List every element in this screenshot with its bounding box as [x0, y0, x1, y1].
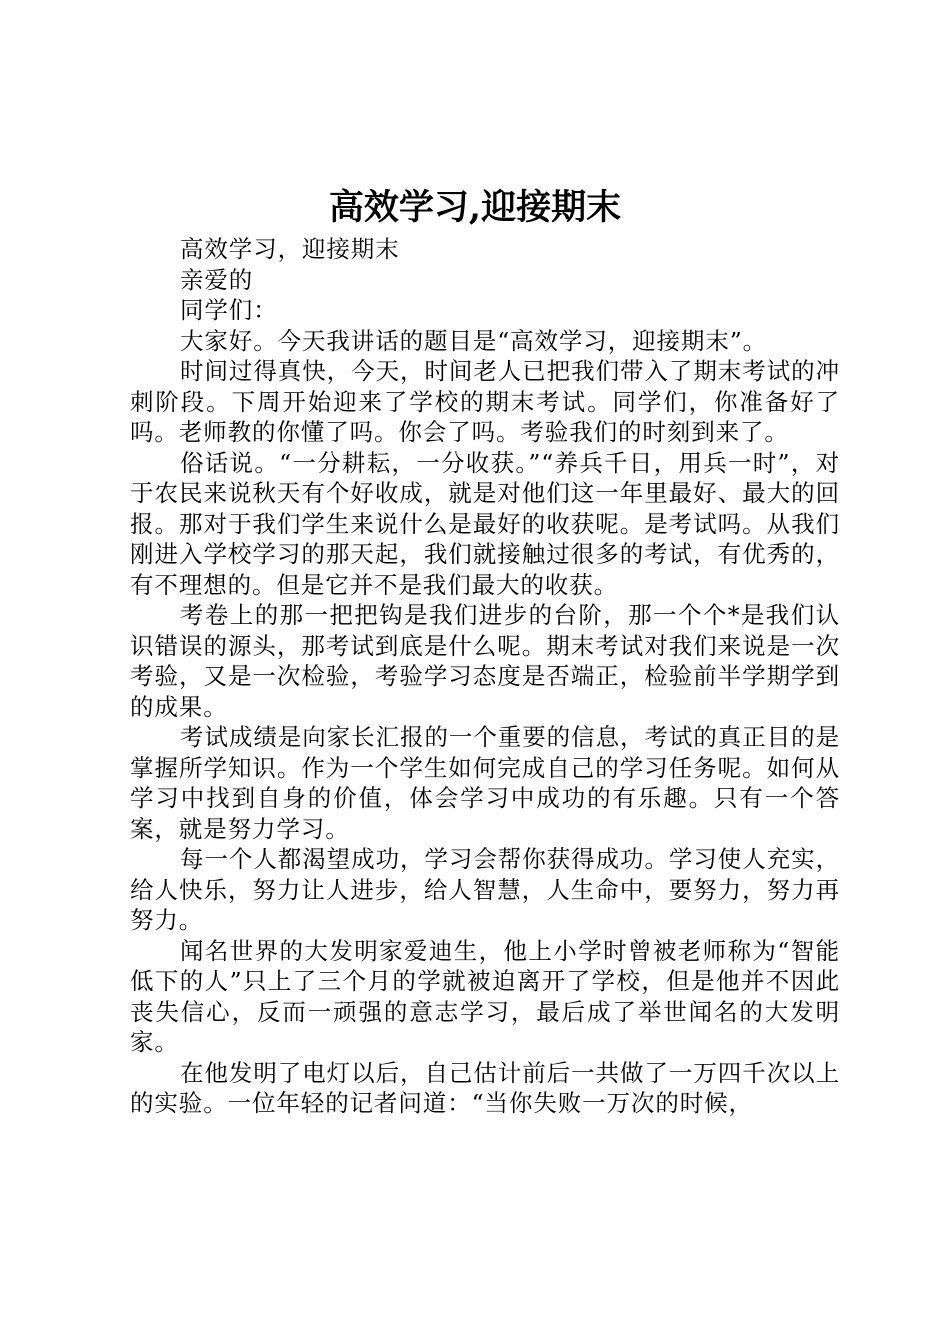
paragraph: 考卷上的那一把把钩是我们进步的台阶，那一个个*是我们认识错误的源头，那考试到底是什么呢。期末考试对我们来说是一次考验，又是一次检验，考验学习态度是否端正，检验前半学期学到的成果。: [130, 601, 840, 721]
document-title: 高效学习,迎接期末: [328, 187, 622, 228]
paragraph: 高效学习，迎接期末: [180, 235, 400, 263]
paragraph: 每一个人都渴望成功，学习会帮你获得成功。学习使人充实，给人快乐，努力让人进步，给人智慧，人生命中，要努力，努力再努力。: [130, 845, 840, 934]
paragraph: 亲爱的: [180, 265, 254, 294]
paragraph: 考试成绩是向家长汇报的一个重要的信息，考试的真正目的是掌握所学知识。作为一个学生如何完成自己的学习任务呢。如何从学习中找到自身的价值，体会学习中成功的有乐趣。只有一个答案，就是努力学习。: [130, 723, 840, 843]
paragraph: 同学们：: [180, 296, 278, 324]
paragraph: 闻名世界的大发明家爱迪生，他上小学时曾被老师称为“智能低下的人”只上了三个月的学就被迫离开了学校，但是他并不因此丧失信心，反而一顽强的意志学习，最后成了举世闻名的大发明家。: [130, 936, 840, 1056]
paragraph: 俗话说。“一分耕耘，一分收获。”“养兵千日，用兵一时”，对于农民来说秋天有个好收成，就是对他们这一年里最好、最大的回报。那对于我们学生来说什么是最好的收获呢。是考试吗。从我们刚进入学校学习的那天起，我们就接触过很多的考试，有优秀的，有不理想的。但是它并不是我们最大的收获。: [130, 448, 840, 599]
paragraph: 大家好。今天我讲话的题目是“高效学习，迎接期末”。: [180, 326, 768, 355]
document-body: [130, 234, 840, 1119]
paragraph: 时间过得真快，今天，时间老人已把我们带入了期末考试的冲刺阶段。下周开始迎来了学校的期末考试。同学们，你准备好了吗。老师教的你懂了吗。你会了吗。考验我们的时刻到来了。: [130, 357, 840, 446]
paragraph: 在他发明了电灯以后，自己估计前后一共做了一万四千次以上的实验。一位年轻的记者问道：“当你失败一万次的时候，: [130, 1058, 840, 1117]
